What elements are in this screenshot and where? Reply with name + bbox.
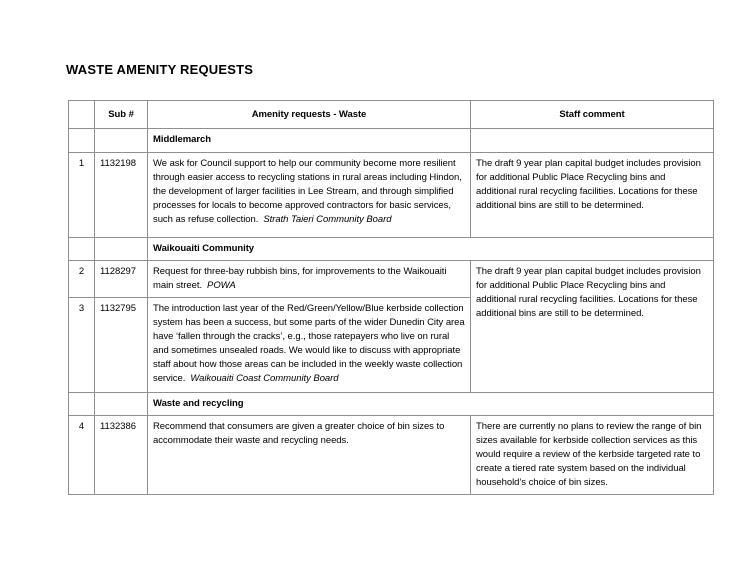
- section-title-middlemarch: Middlemarch: [148, 129, 471, 153]
- request-attribution: POWA: [207, 280, 236, 291]
- submission-number: 1132386: [95, 416, 148, 495]
- section-title-waste-and-recycling: Waste and recycling: [148, 393, 714, 416]
- staff-comment-cell-merged: The draft 9 year plan capital budget includes provision for additional Public Place Recycling bins and additional rural recycling facilities. Locations for these additional bins are still to be determined.: [471, 261, 714, 393]
- table-row: [69, 416, 714, 495]
- section-row-waste-and-recycling: [69, 393, 714, 416]
- row-number: 3: [69, 298, 95, 393]
- header-sub-number: Sub #: [95, 101, 148, 129]
- row-number: 2: [69, 261, 95, 298]
- request-cell: [148, 153, 471, 238]
- request-text: Recommend that consumers are given a greater choice of bin sizes to accommodate their waste and recycling needs.: [153, 421, 445, 446]
- section-row-waikouaiti-community: [69, 238, 714, 261]
- header-staff-comment: Staff comment: [471, 101, 714, 129]
- empty-cell: [471, 129, 714, 153]
- page-title: WASTE AMENITY REQUESTS: [66, 62, 254, 77]
- request-text: Request for three-bay rubbish bins, for improvements to the Waikouaiti main street.: [153, 266, 447, 291]
- request-attribution: Strath Taieri Community Board: [263, 214, 392, 225]
- submission-number: 1132198: [95, 153, 148, 238]
- section-title-waikouaiti-community: Waikouaiti Community: [148, 238, 714, 261]
- empty-cell: [95, 129, 148, 153]
- empty-cell: [69, 393, 95, 416]
- waste-amenity-requests-table: [68, 100, 714, 495]
- table-header-row: [69, 101, 714, 129]
- request-cell: [148, 416, 471, 495]
- empty-cell: [69, 238, 95, 261]
- row-number: 4: [69, 416, 95, 495]
- empty-cell: [95, 393, 148, 416]
- staff-comment-cell: There are currently no plans to review the range of bin sizes available for kerbside collection services as this would require a review of the kerbside targeted rate to create a tiered rate system based on the individual household’s choice of bin sizes.: [471, 416, 714, 495]
- submission-number: 1132795: [95, 298, 148, 393]
- submission-number: 1128297: [95, 261, 148, 298]
- header-row-number: [69, 101, 95, 129]
- request-cell: [148, 261, 471, 298]
- table-row: [69, 153, 714, 238]
- empty-cell: [69, 129, 95, 153]
- request-text: We ask for Council support to help our community become more resilient through easier access to recycling stations in rural areas including Hindon, the development of larger facilities in Lee Stream, and through simplified processes for locals to become approved contractors for basic services, such as refuse collection.: [153, 158, 462, 225]
- table-row: [69, 261, 714, 298]
- request-attribution: Waikouaiti Coast Community Board: [190, 373, 339, 384]
- row-number: 1: [69, 153, 95, 238]
- section-row-middlemarch: [69, 129, 714, 153]
- staff-comment-cell: The draft 9 year plan capital budget includes provision for additional Public Place Recycling bins and additional rural recycling facilities. Locations for these additional bins are still to be determined.: [471, 153, 714, 238]
- request-text: The introduction last year of the Red/Green/Yellow/Blue kerbside collection system has been a success, but some parts of the wider Dunedin City area have ‘fallen through the cracks’, e.g., those ratepayers who live on rural and sometimes unsealed roads. We would like to discuss with appropriate staff about how those areas can be included in the weekly waste collection service.: [153, 303, 465, 384]
- request-cell: [148, 298, 471, 393]
- header-amenity-requests: Amenity requests - Waste: [148, 101, 471, 129]
- empty-cell: [95, 238, 148, 261]
